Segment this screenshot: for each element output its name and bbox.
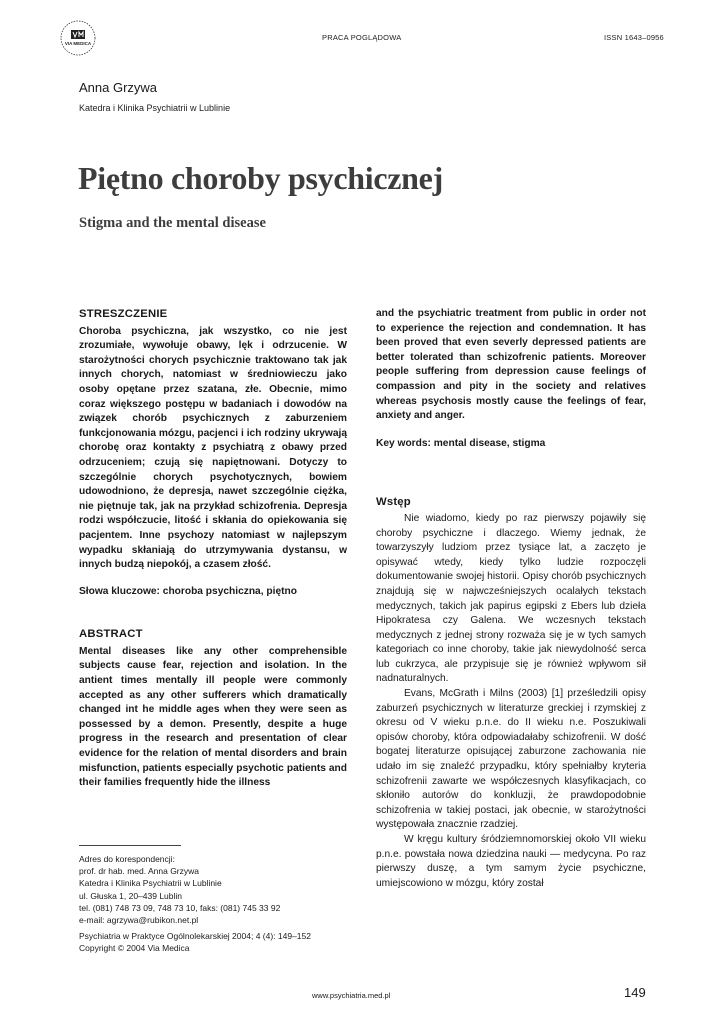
left-column (79, 307, 347, 791)
wstep-paragraph-1: Nie wiadomo, kiedy po raz pierwszy pojawiły się choroby psychiczne i dlaczego. Wiemy jednak, że towarzyszyły ludziom przez tysiące lat, a zaczęto je opisywać wtedy, kiedy tylko ludzie rozpoczęli dokumentowanie swojej historii. Opisy chorób psychicznych znajdują się w najwcześniejszych ocalałych tekstach medycznych, takich jak papirus egipski z Ebers lub dzieła Hipokratesa czy Galena. We wczesnych tekstach medycznych z jednej strony rozważa się je w tych samych kategoriach co inne choroby, takie jak niewydolność serca lub cukrzyca, ale przypisuje się je również wpływom sił nadnaturalnych. (376, 512, 646, 685)
wstep-paragraph-3: W kręgu kultury śródziemnomorskiej około VII wieku p.n.e. powstała nowa dziedzina nauki — medycyna. Po raz pierwszy duszę, a tym samym życie psychiczne, umiejscowiono w mózgu, który został (376, 834, 646, 889)
via-medica-logo (58, 18, 98, 58)
correspondence-line: Adres do korespondencji: (79, 854, 175, 864)
footer-url: www.psychiatria.med.pl (312, 991, 391, 1000)
correspondence-line: Katedra i Klinika Psychiatrii w Lublinie (79, 878, 222, 889)
journal-reference: Psychiatria w Praktyce Ogólnolekarskiej 2004; 4 (4): 149–152 (79, 931, 311, 941)
abstract-body-part1: Mental diseases like any other comprehensible subjects cause fear, rejection and isolation. In the antient times mentally ill people were commonly accepted as any other sufferers which dramatically changed int he middle ages when they were seen as possessed by a demon. Presently, despite a huge progress in the research and presentation of clear evidence for the relation of mental disorders and brain misfunction, patients especially psychotic patients and their families frequently hide the illness (79, 645, 347, 789)
streszczenie-heading: STRESZCZENIE (79, 308, 168, 320)
correspondence-address (79, 853, 359, 926)
correspondence-line: e-mail: agrzywa@rubikon.net.pl (79, 915, 199, 926)
article-category: PRACA POGLĄDOWA (322, 33, 402, 42)
correspondence-line: tel. (081) 748 73 09, 748 73 10, faks: (081) 745 33 92 (79, 902, 281, 913)
issn: ISSN 1643–0956 (604, 33, 664, 42)
footnote-divider (79, 845, 181, 846)
right-column (376, 307, 646, 891)
article-subtitle: Stigma and the mental disease (79, 215, 266, 231)
abstract-heading: ABSTRACT (79, 628, 143, 641)
correspondence-line: ul. Głuska 1, 20–439 Lublin (79, 890, 183, 901)
author-affiliation: Katedra i Klinika Psychiatrii w Lublinie (79, 103, 231, 113)
wstep-heading: Wstęp (376, 496, 411, 509)
wstep-paragraph-2: Evans, McGrath i Milns (2003) [1] prześledzili opisy zaburzeń psychicznych w literaturze greckiej i rzymskiej z okresu od V wieku p.n.e. do II wieku n.e. Poszukiwali opisów choroby, która odpowiadałaby schizofrenii. W dość bogatej literaturze opisującej zaburzone zachowania nie udało im się znaleźć przypadku, który spełniałby kryteria schizofrenii zawarte we współczesnych klasyfikacjach, co skłoniło autorów do konkluzji, że prawdopodobnie schizofrenia w takiej postaci, jak obecnie, w starożytności występowała znacznie rzadziej. (376, 688, 646, 831)
streszczenie-keywords: Słowa kluczowe: choroba psychiczna, piętno (79, 585, 297, 597)
journal-citation (79, 930, 359, 954)
logo-text: VIA MEDICA (64, 41, 92, 46)
page-number: 149 (624, 985, 646, 1000)
copyright: Copyright © 2004 Via Medica (79, 943, 190, 954)
streszczenie-body: Choroba psychiczna, jak wszystko, co nie jest zrozumiałe, wywołuje obawy, lęk i odrzucenie. W starożytności chorych psychicznie traktowano tak jak innych chorych, natomiast w średniowieczu jako osoby opętane przez szatana, złe. Obecnie, mimo coraz większego postępu w badaniach i dowodów na związek chorób psychicznych z zaburzeniem funkcjonowania mózgu, pacjenci i ich rodziny ukrywają chorobę oraz kontakty z psychiatrą z obawy przed odrzuceniem; czują się napiętnowani. Dotyczy to szczególnie chorych psychotycznych, bowiem udowodniono, że depresja, nawet szczególnie ciężka, nie piętnuje tak, jak na przykład schizofrenia. Depresja rodzi współczucie, litość i skłania do opiekowania się pacjentem. Inne psychozy natomiast w najlepszym wypadku skłaniają do utrzymywania dystansu, w innych budzą niepokój, a czasem złość. (79, 325, 347, 571)
article-title: Piętno choroby psychicznej (78, 160, 443, 196)
abstract-keywords: Key words: mental disease, stigma (376, 437, 546, 449)
abstract-body-part2: and the psychiatric treatment from public in order not to experience the rejection and condemnation. It has been proved that even severly depressed patients are better tolerated than schizofrenic patients. Moreover people suffering from depression cause feelings of compassion and pity in the society and relatives whereas psychosis mostly cause the feelings of fear, anxiety and anger. (376, 308, 646, 422)
author-name: Anna Grzywa (79, 80, 158, 95)
correspondence-line: prof. dr hab. med. Anna Grzywa (79, 866, 200, 877)
